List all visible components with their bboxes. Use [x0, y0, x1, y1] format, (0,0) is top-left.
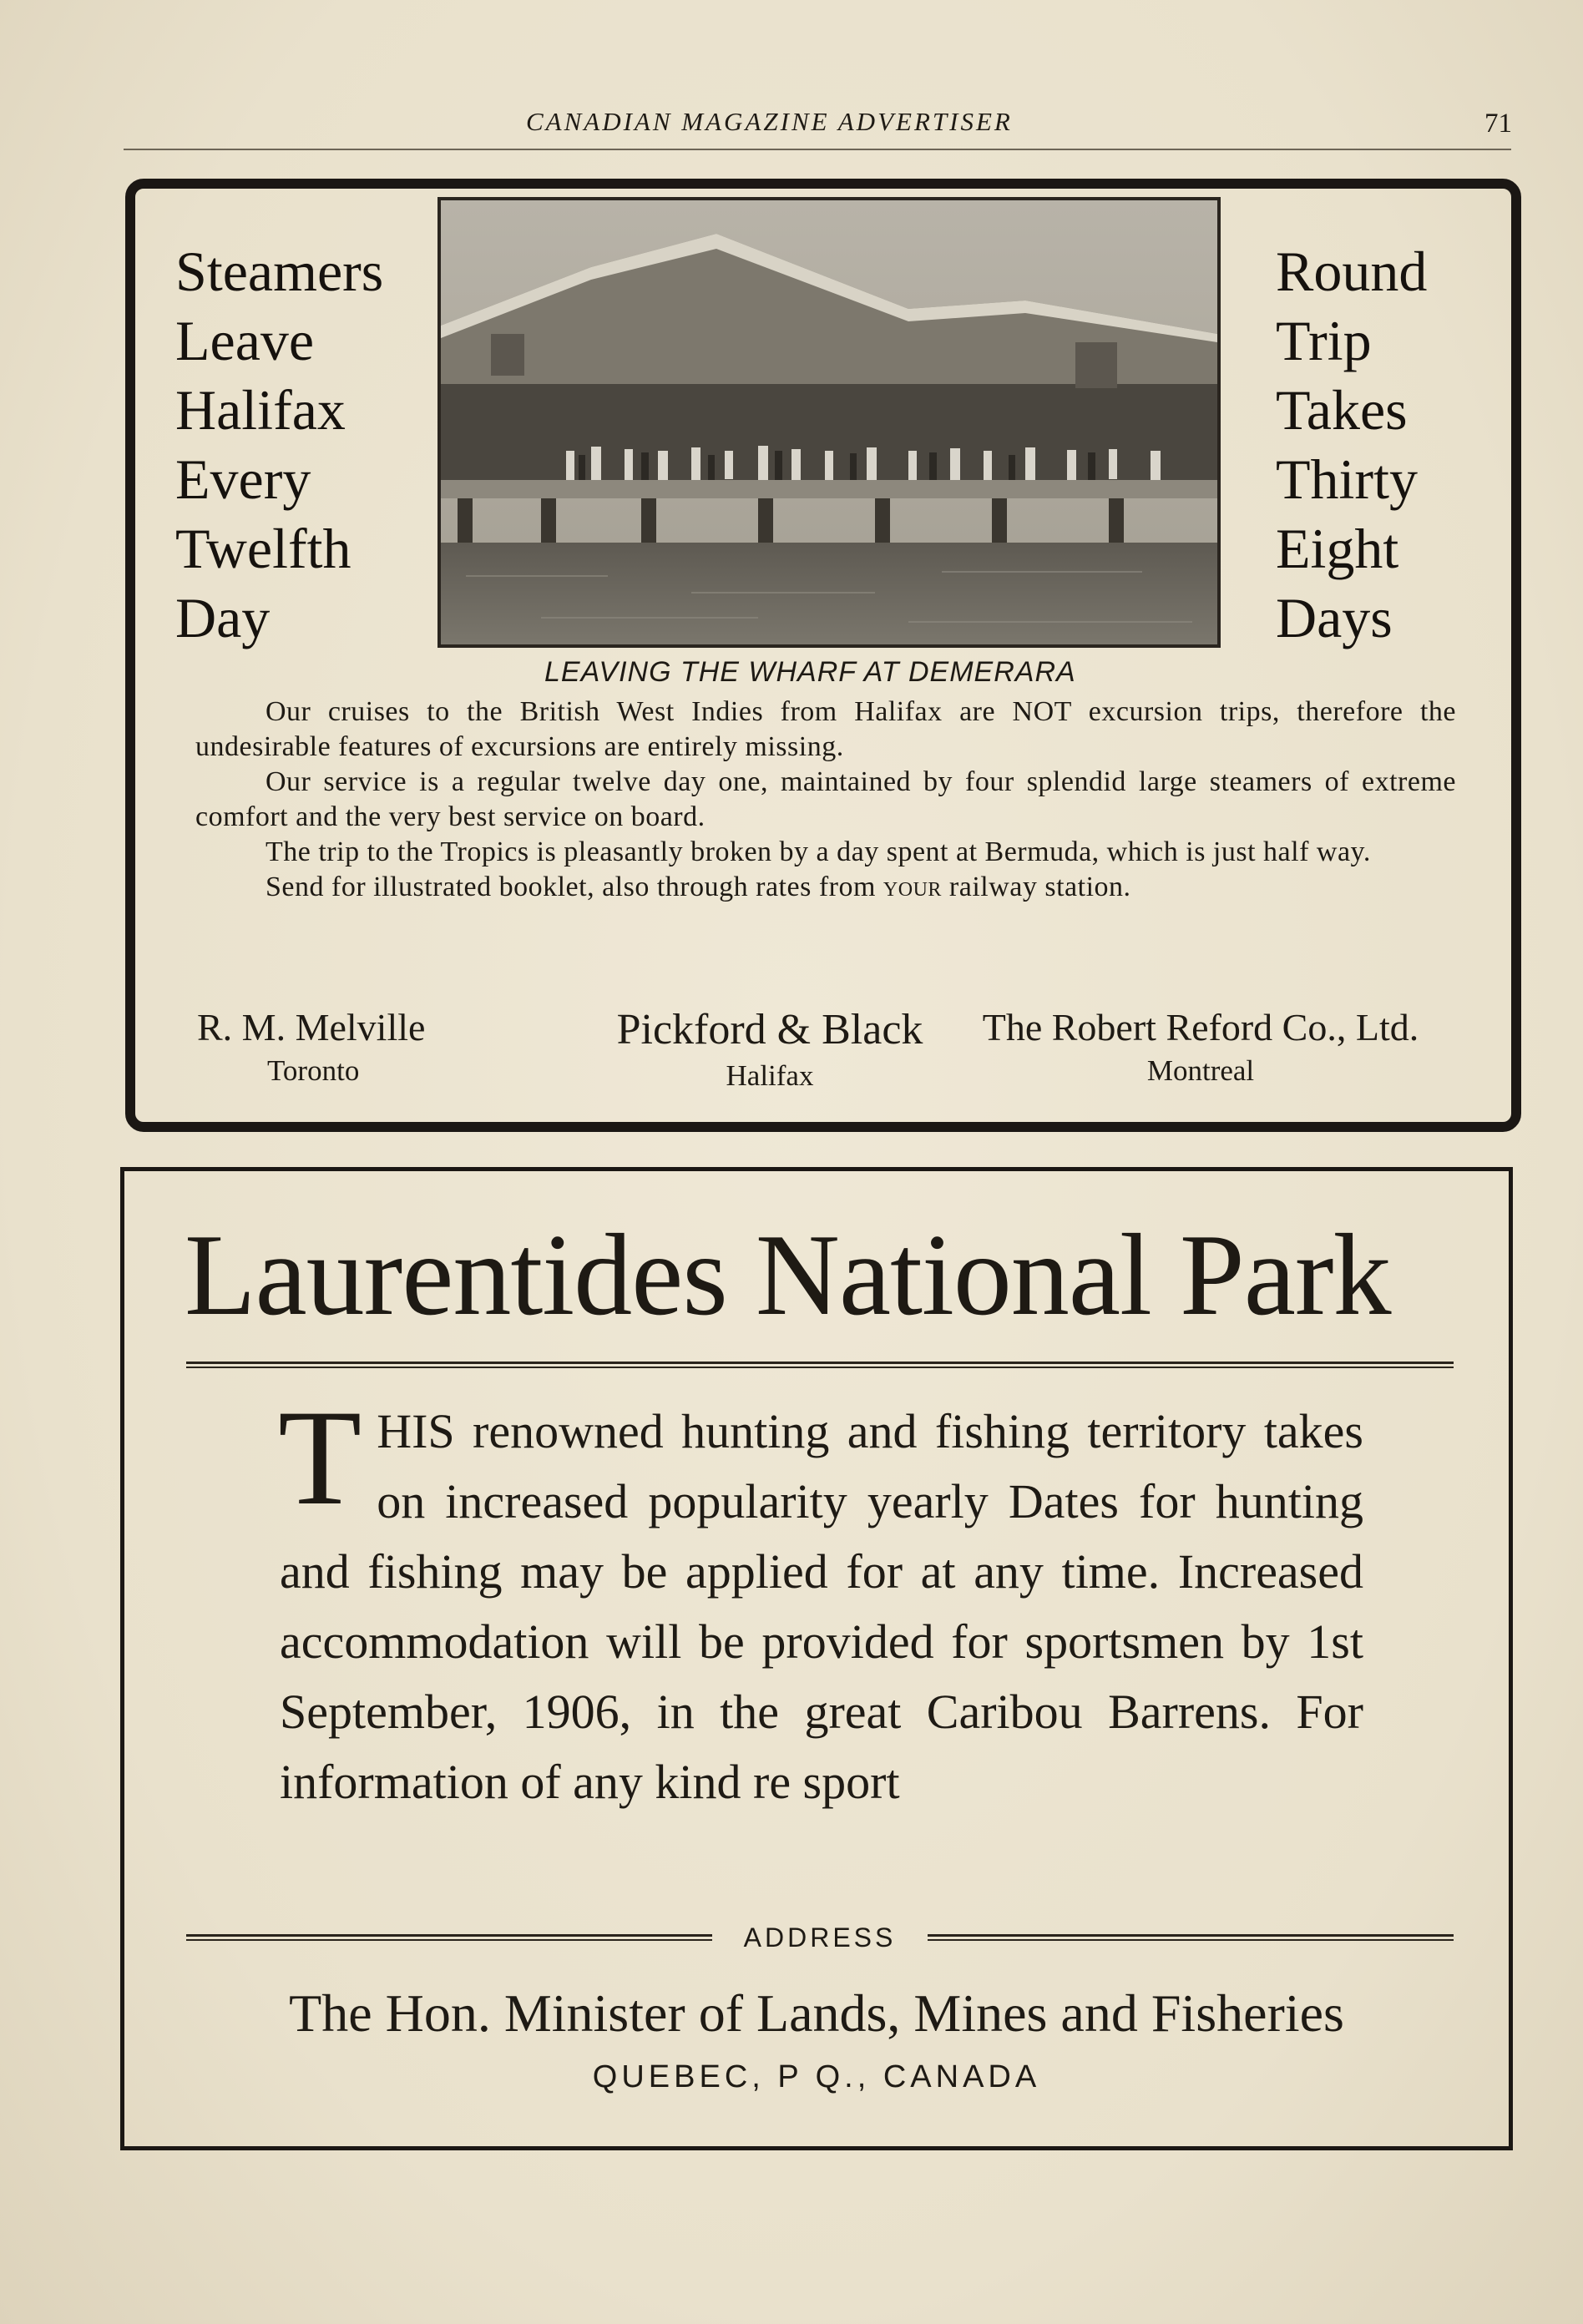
running-head: CANADIAN MAGAZINE ADVERTISER [526, 107, 1013, 136]
agent-city: Toronto [267, 1054, 360, 1087]
slogan-word: Halifax [175, 378, 346, 442]
agent-reford [942, 1005, 1459, 1088]
slogan-word: Trip [1276, 309, 1372, 372]
slogan-word: Round [1276, 240, 1428, 303]
slogan-word: Twelfth [175, 517, 351, 580]
park-title: Laurentides National Park [185, 1210, 1391, 1340]
slogan-word: Every [175, 447, 311, 511]
page-number: 71 [1484, 109, 1512, 139]
location-line: QUEBEC, P Q., CANADA [592, 2059, 1041, 2094]
body-paragraph [195, 870, 1456, 905]
slogan-word: Thirty [1276, 447, 1418, 511]
emphasis-your: your [883, 872, 942, 902]
drop-cap: T [278, 1382, 362, 1533]
slogan-word: Day [175, 586, 271, 649]
address-rule-left [186, 1934, 712, 1941]
address-divider [186, 1922, 1454, 1956]
address-rule-right [928, 1934, 1454, 1941]
slogan-word: Leave [175, 309, 315, 372]
park-body-copy: HIS renowned hunting and fishing territory takes on increased popularity yearly Dates for hunting and fishing may be applied for at any time. Increased accommodation will be provided for sportsmen by 1st September, 1906, in the great Caribou Barrens. For information of any kind re sport [280, 1404, 1363, 1809]
agent-city: Montreal [1146, 1054, 1255, 1087]
agent-name: Pickford & Black [616, 1006, 923, 1053]
slogan-word: Steamers [175, 240, 384, 303]
title-rule [186, 1362, 1454, 1368]
body-paragraph: Our service is a regular twelve day one, maintained by four splendid large steamers of extreme comfort and the very best service on board. [195, 766, 1456, 832]
photo-caption: LEAVING THE WHARF AT DEMERARA [544, 656, 1076, 688]
agent-pickford-black [569, 1005, 970, 1093]
slogan-word: Takes [1276, 378, 1408, 442]
steamer-ad-body [195, 695, 1456, 905]
agent-name: The Robert Reford Co., Ltd. [982, 1006, 1419, 1048]
body-paragraph: Our cruises to the British West Indies from Halifax are NOT excursion trips, therefore the undesirable features of excursions are entirely missing. [195, 696, 1456, 762]
booklet-text: Send for illustrated booklet, also through rates from [266, 872, 876, 902]
header-rule [124, 149, 1511, 150]
wharf-photograph [437, 197, 1221, 648]
park-advertisement [120, 1167, 1513, 2150]
address-label: ADDRESS [743, 1922, 897, 1953]
left-slogan-column [175, 237, 383, 653]
slogan-word: Days [1276, 586, 1393, 649]
steamer-advertisement [125, 179, 1521, 1132]
right-slogan-column [1276, 237, 1427, 653]
wharf-photo-illustration [441, 200, 1217, 644]
slogan-word: Eight [1276, 517, 1399, 580]
agent-melville [197, 1005, 448, 1088]
body-paragraph: The trip to the Tropics is pleasantly broken by a day spent at Bermuda, which is just half way. [266, 836, 1371, 867]
minister-title: The Hon. Minister of Lands, Mines and Fisheries [289, 1983, 1344, 2043]
booklet-text-end: railway station. [948, 872, 1131, 902]
agent-city: Halifax [726, 1059, 814, 1092]
park-body-text [278, 1382, 1363, 1817]
agent-name: R. M. Melville [197, 1006, 426, 1048]
